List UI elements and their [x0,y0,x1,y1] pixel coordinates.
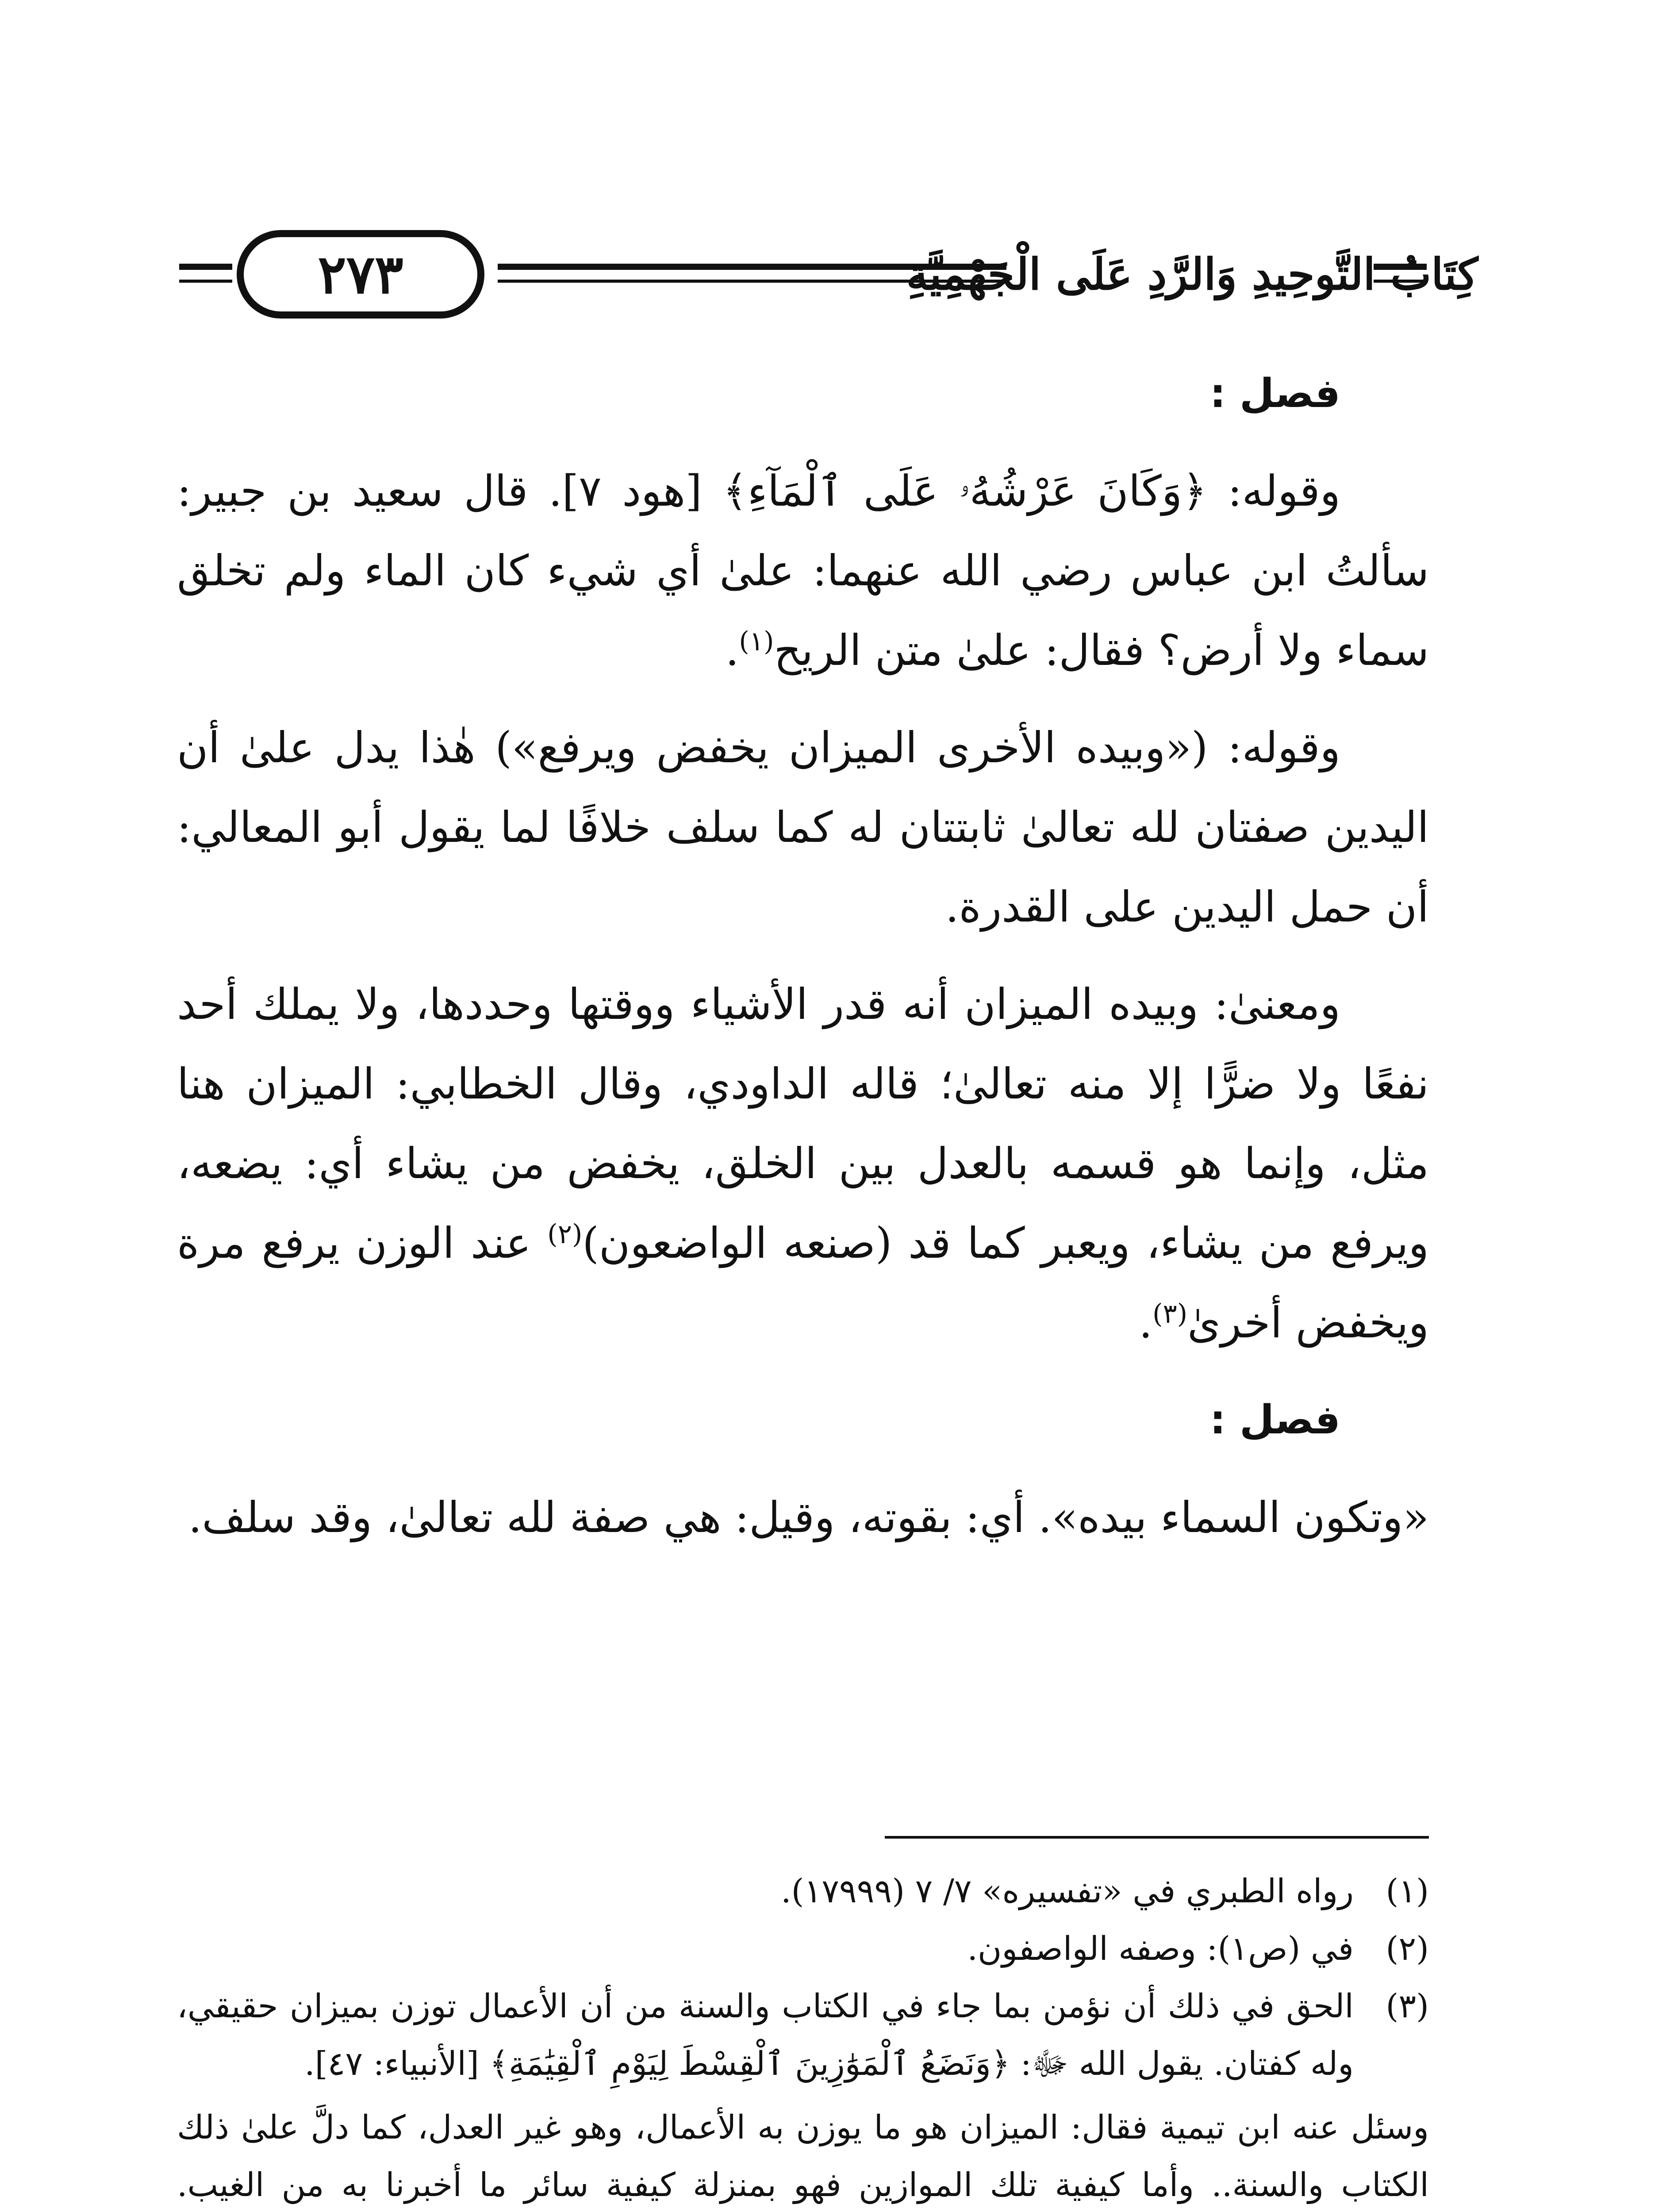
footnote-number: (١) [1386,1872,1429,1910]
footnote-text: الحق في ذلك أن نؤمن بما جاء في الكتاب والسنة من أن الأعمال توزن بميزان حقيقي، وله كفتان. يقول الله ﷻ: ﴿وَنَضَعُ ٱلْمَوَٰزِينَ ٱلْقِسْطَ لِيَوْمِ ٱلْقِيَٰمَةِ﴾ [الأنبياء: ٤٧]. [177,1987,1354,2083]
footnote [177,1920,1429,1978]
header-rule [1374,280,1427,283]
paragraph-text: ومعنىٰ: وبيده الميزان أنه قدر الأشياء ووقتها وحددها، ولا يملك أحد نفعًا ولا ضرًّا إلا منه تعالىٰ؛ قاله الداودي، وقال الخطابي: الميزان هنا مثل، وإنما هو قسمه بالعدل بين الخلق، يخفض من يشاء أي: يضعه، ويرفع من يشاء، ويعبر كما قد (صنعه الواضعون) [177,979,1429,1268]
footnote-marker: (٣) [1152,1298,1188,1329]
paragraph-end: . [1139,1298,1153,1348]
section-heading: فصل : [1209,1397,1340,1443]
footnote-continuation: وسئل عنه ابن تيمية فقال: الميزان هو ما يوزن به الأعمال، وهو غير العدل، كما دلَّ علىٰ ذلك الكتاب والسنة.. وأما كيفية تلك الموازين فهو بمنزلة كيفية سائر ما أخبرنا به من الغيب. [177,2108,1429,2204]
header-rule [179,280,232,283]
running-header [179,230,1478,323]
paragraph [177,964,1429,1363]
footnote [177,1863,1429,1920]
book-title: كِتَابُ التَّوحِيدِ وَالرَّدِ عَلَى الْجَهْمِيَّةِ [906,249,1478,300]
main-text [177,354,1429,1575]
paragraph-text: قال سعيد بن جبير: سألتُ ابن عباس رضي الله عنهما: علىٰ أي شيء كان الماء ولم تخلق سماء ولا أرض؟ فقال: علىٰ متن الريح [177,466,1429,675]
footnote-marker: (١) [739,626,774,657]
paragraph: وقوله: («وبيده الأخرى الميزان يخفض ويرفع») هٰذا يدل علىٰ أن اليدين صفتان لله تعالىٰ ثابتتان له كما سلف خلافًا لما يقول أبو المعالي: أن حمل اليدين على القدرة. [177,723,1429,932]
header-rule [179,264,232,270]
paragraph-intro: وقوله: [1228,466,1341,516]
page-number: ٢٧٣ [237,230,484,319]
footnote-marker: (٢) [547,1219,583,1250]
quran-verse: ﴿وَكَانَ عَرْشُهُۥ عَلَى ٱلْمَآءِ﴾ [722,466,1207,516]
footnote-number: (٢) [1386,1930,1429,1968]
footnote-separator [885,1836,1429,1839]
footnote-number: (٣) [1386,1987,1429,2025]
footnotes [177,1863,1429,2212]
footnote [177,1978,1429,2093]
paragraph [177,451,1429,690]
footnote-text: رواه الطبري في «تفسيره» ٧/ ٧ (١٧٩٩٩). [781,1872,1354,1910]
header-rule [1374,264,1427,270]
footnote-text: في (ص١): وصفه الواصفون. [967,1930,1354,1968]
paragraph: «وتكون السماء بيده». أي: بقوته، وقيل: هي صفة لله تعالىٰ، وقد سلف. [188,1493,1429,1542]
paragraph-text: عند الوزن يرفع مرة ويخفض أخرىٰ [177,1218,1429,1348]
verse-reference: [هود ٧]. [549,466,702,516]
section-heading: فصل : [1209,370,1340,417]
paragraph-end: . [725,626,739,675]
